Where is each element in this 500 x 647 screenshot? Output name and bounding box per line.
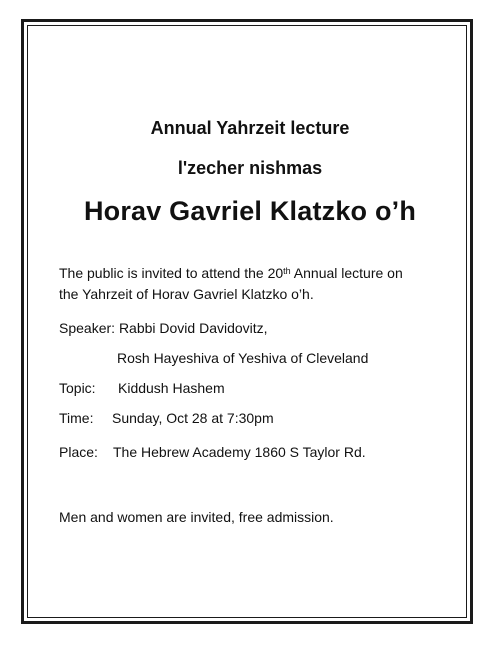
heading-lecture-title: Annual Yahrzeit lecture <box>150 118 350 138</box>
intro-line-2: the Yahrzeit of Horav Gavriel Klatzko o’h. <box>59 286 314 302</box>
speaker-label: Speaker: <box>59 320 116 336</box>
topic-label: Topic: <box>59 380 96 396</box>
time-label: Time: <box>59 410 94 426</box>
place-label: Place: <box>59 444 98 460</box>
intro-text-end: Annual lecture on <box>290 265 403 281</box>
topic-row <box>59 378 225 399</box>
topic-value: Kiddush Hashem <box>118 380 225 396</box>
speaker-title: Rosh Hayeshiva of Yeshiva of Cleveland <box>117 350 369 366</box>
closing-note: Men and women are invited, free admission. <box>59 509 334 525</box>
time-value: Sunday, Oct 28 at 7:30pm <box>112 410 274 426</box>
intro-text-start: The public is invited to attend the 20 <box>59 265 284 281</box>
intro-line-1 <box>59 263 403 284</box>
heading-honoree-name: Horav Gavriel Klatzko o’h <box>83 196 417 226</box>
place-row <box>59 442 366 463</box>
speaker-name: Rabbi Dovid Davidovitz, <box>118 320 268 336</box>
speaker-row <box>59 318 268 339</box>
intro-ordinal-suffix: th <box>283 266 291 276</box>
heading-dedication: l'zecher nishmas <box>177 158 323 178</box>
place-value: The Hebrew Academy 1860 S Taylor Rd. <box>113 444 366 460</box>
time-row <box>59 408 274 429</box>
